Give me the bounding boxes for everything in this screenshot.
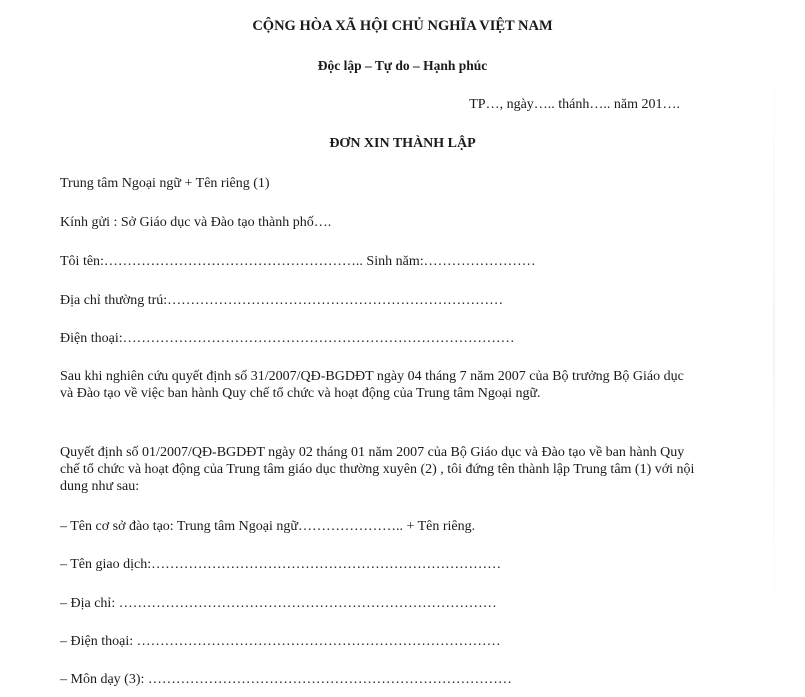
phone-field: Điện thoại:………………………………………………………………………… bbox=[60, 331, 515, 346]
item-subject: – Môn dạy (3): …………………………………………………………………… bbox=[60, 672, 512, 687]
document-title: ĐƠN XIN THÀNH LẬP bbox=[329, 136, 476, 151]
motto: Độc lập – Tự do – Hạnh phúc bbox=[317, 58, 488, 73]
address-field: Địa chỉ thường trú:……………………………………………………………… bbox=[60, 293, 504, 308]
item-phone: – Điện thoại: …………………………………………………………………… bbox=[60, 634, 501, 649]
item-trade-name: – Tên giao dịch:………………………………………………………………… bbox=[60, 557, 502, 572]
paragraph-decision-01: Quyết định số 01/2007/QĐ-BGDĐT ngày 02 tháng 01 năm 2007 của Bộ Giáo dục và Đào tạo về ban hành Quy chế tổ chức và hoạt động của Trung tâm giáo dục thường xuyên (2) , tôi đứng tên thành lập Trung tâm (1) với nội dung như sau: bbox=[60, 445, 695, 494]
date-line: TP…, ngày….. thánh….. năm 201…. bbox=[469, 97, 680, 112]
page-edge-shadow bbox=[773, 40, 775, 640]
item-facility-name: – Tên cơ sở đào tạo: Trung tâm Ngoại ngữ………………….. + Tên riêng. bbox=[60, 519, 476, 534]
center-name-line: Trung tâm Ngoại ngữ + Tên riêng (1) bbox=[60, 176, 270, 191]
item-address: – Địa chỉ: ……………………………………………………………………… bbox=[60, 596, 497, 611]
paragraph-decision-31: Sau khi nghiên cứu quyết định số 31/2007/QĐ-BGDĐT ngày 04 tháng 7 năm 2007 của Bộ trưởng Bộ Giáo dục và Đào tạo về việc ban hành Quy chế tổ chức và hoạt động của Trung tâm Ngoại ngữ. bbox=[60, 369, 684, 401]
national-title: CỘNG HÒA XÃ HỘI CHỦ NGHĨA VIỆT NAM bbox=[252, 18, 553, 34]
name-birth-field: Tôi tên:……………………………………………….. Sinh năm:…………………… bbox=[60, 254, 536, 269]
recipient-line: Kính gửi : Sở Giáo dục và Đào tạo thành phố…. bbox=[60, 215, 332, 230]
